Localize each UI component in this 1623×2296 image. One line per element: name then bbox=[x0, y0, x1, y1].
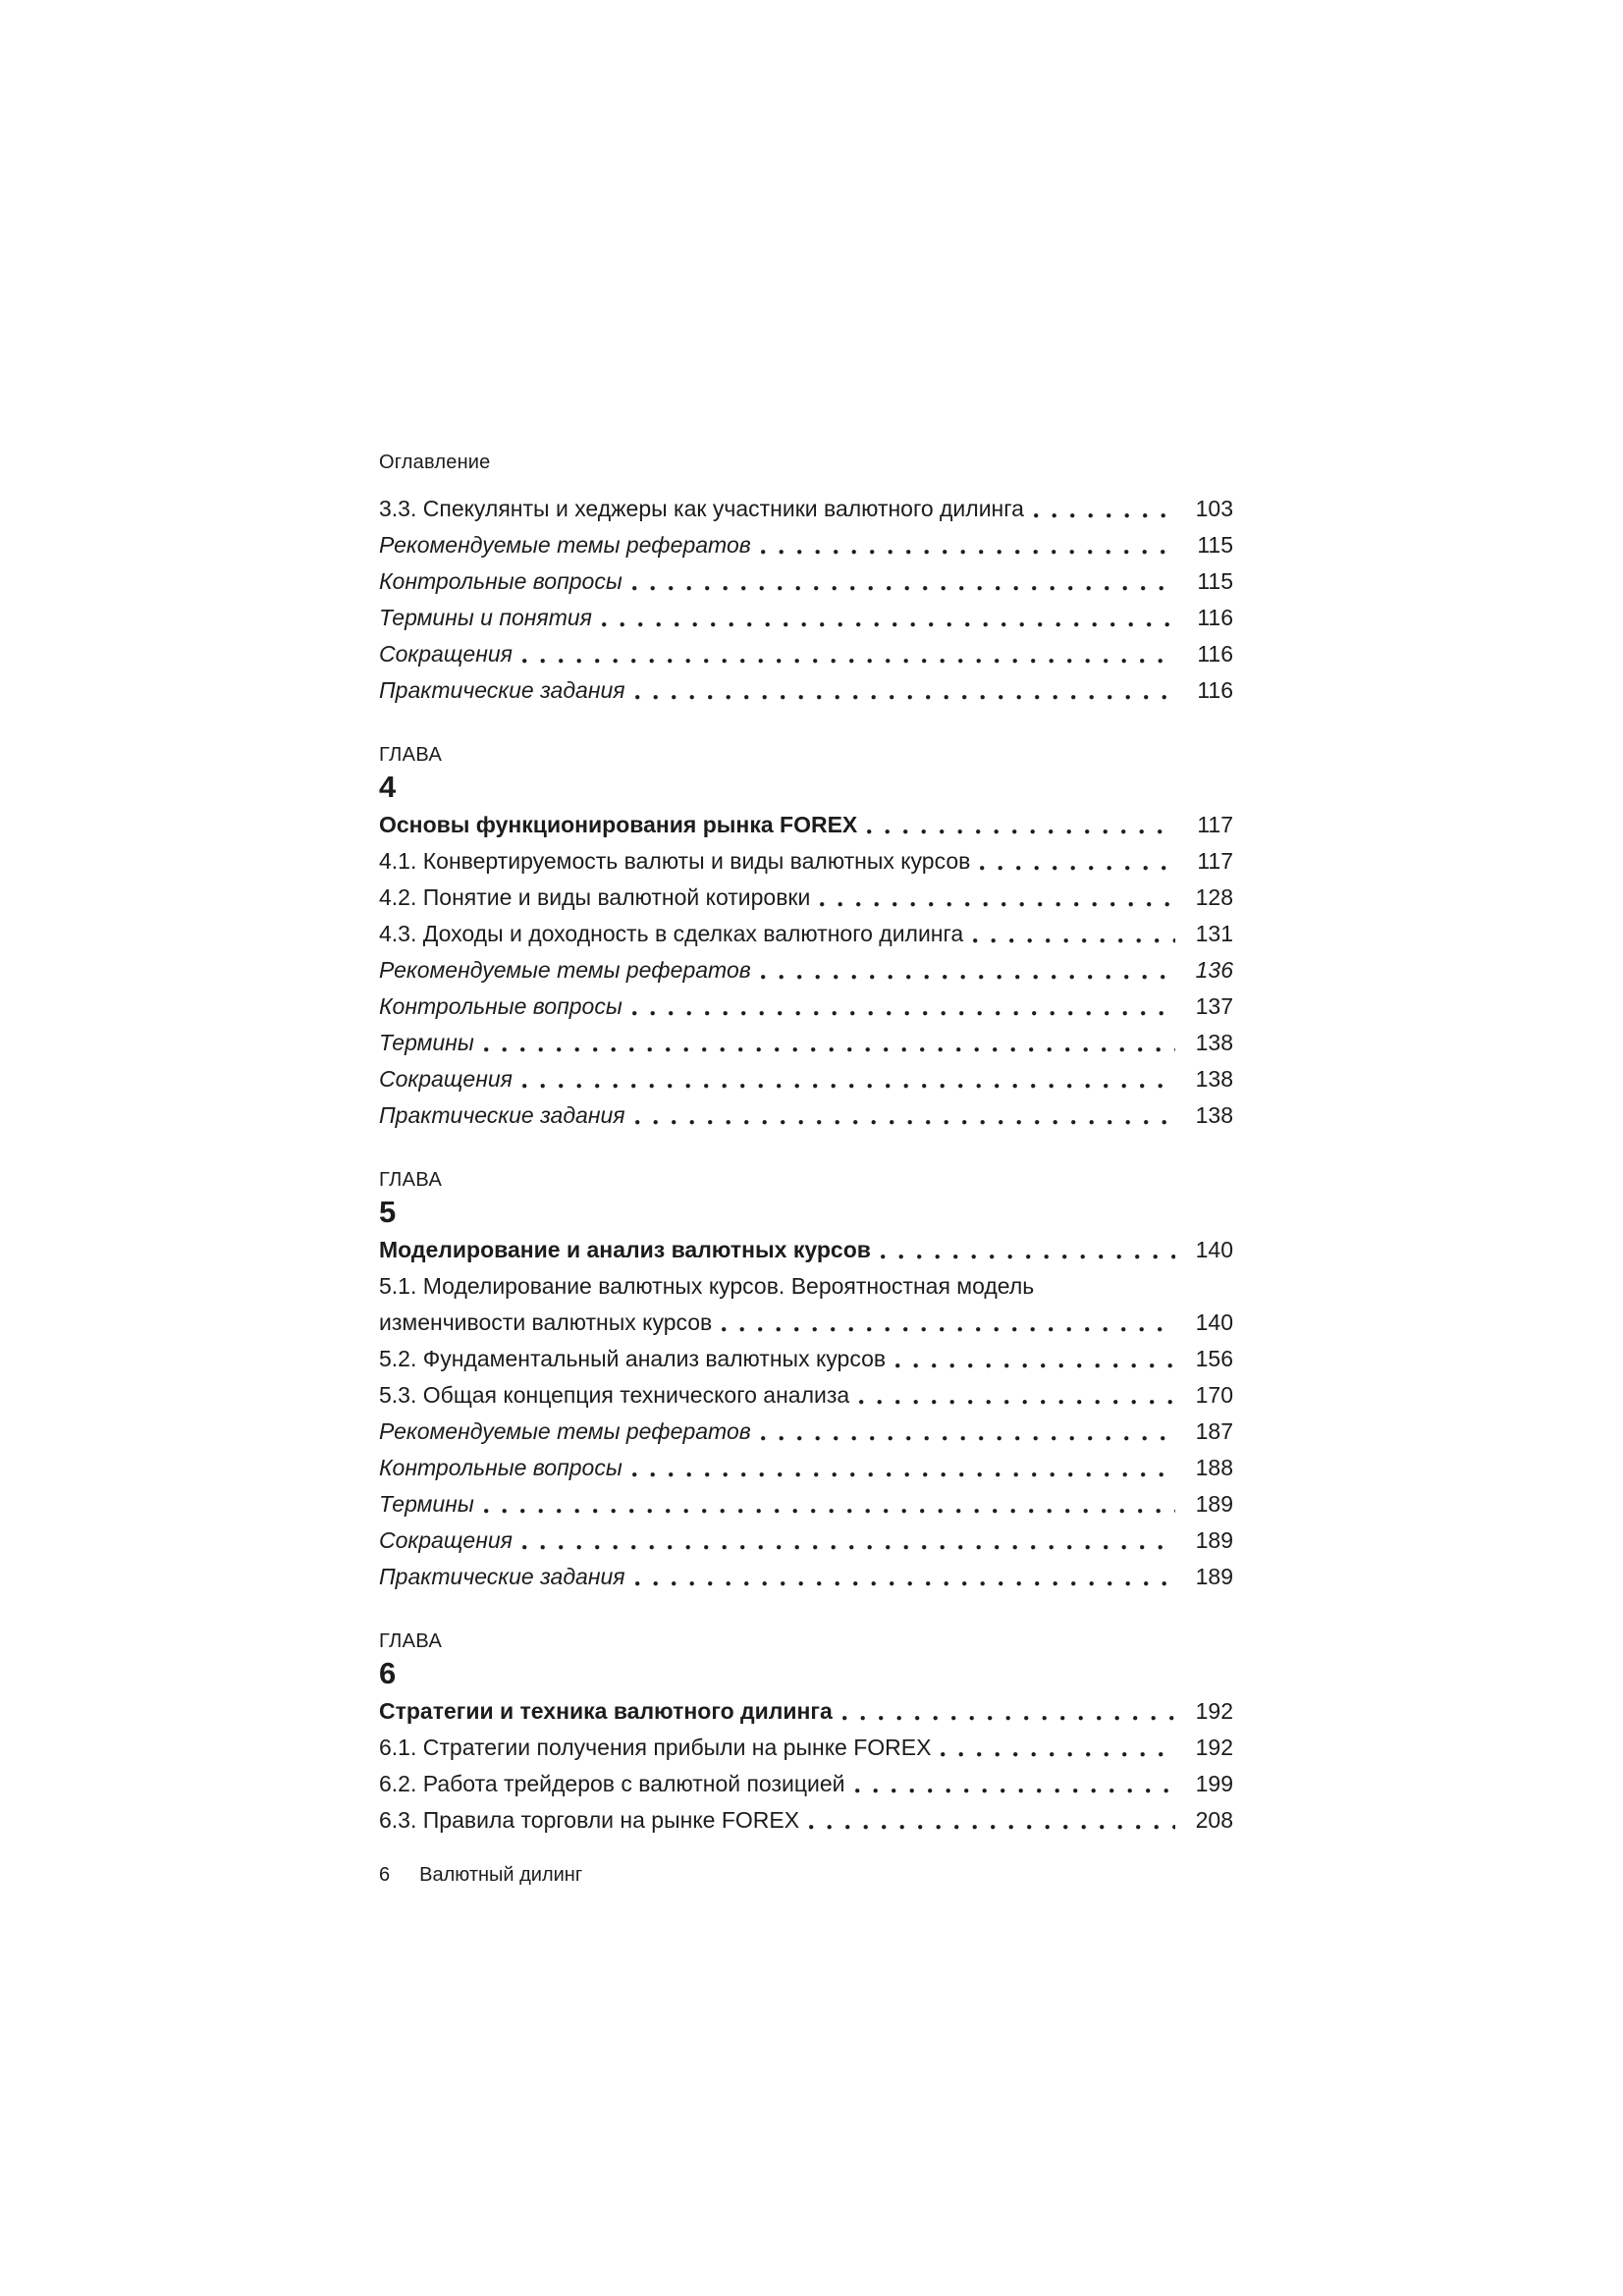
dot-leader bbox=[761, 550, 1175, 555]
dot-leader bbox=[635, 1120, 1175, 1125]
toc-entry-label: Практические задания bbox=[379, 677, 625, 703]
toc-entry bbox=[379, 1450, 1233, 1486]
toc-entry-page-number: 138 bbox=[1195, 1030, 1233, 1055]
toc-entry-label: Рекомендуемые темы рефератов bbox=[379, 532, 751, 558]
dot-leader bbox=[761, 1436, 1175, 1441]
toc-entry bbox=[379, 527, 1233, 563]
toc-entry-label: Контрольные вопросы bbox=[379, 993, 622, 1019]
toc-entry-page-number: 116 bbox=[1197, 677, 1233, 703]
chapter-number: 4 bbox=[379, 770, 397, 804]
dot-leader bbox=[809, 1825, 1175, 1830]
toc-entry-page-number: 140 bbox=[1195, 1237, 1233, 1262]
toc-entry-label: 4.2. Понятие и виды валютной котировки bbox=[379, 884, 811, 910]
dot-leader bbox=[522, 1084, 1175, 1089]
toc-entry-label: Термины bbox=[379, 1030, 474, 1055]
toc-entry-page-number: 189 bbox=[1195, 1564, 1233, 1589]
dot-leader bbox=[632, 1472, 1175, 1477]
toc-entry-page-number: 138 bbox=[1195, 1102, 1233, 1128]
toc-entry-label: Термины и понятия bbox=[379, 605, 592, 630]
toc-entry-label: Термины bbox=[379, 1491, 474, 1517]
page-footer bbox=[379, 1864, 1233, 1887]
toc-entry-label: Рекомендуемые темы рефератов bbox=[379, 957, 751, 983]
toc-entry-page-number: 208 bbox=[1195, 1807, 1233, 1833]
toc-entry-page-number: 137 bbox=[1195, 993, 1233, 1019]
dot-leader bbox=[1034, 513, 1175, 518]
chapter-number: 6 bbox=[379, 1656, 397, 1690]
toc-entry bbox=[379, 672, 1233, 709]
toc-entry-page-number: 131 bbox=[1195, 921, 1233, 946]
toc-entry-page-number: 199 bbox=[1195, 1771, 1233, 1796]
toc-entry-page-number: 136 bbox=[1195, 957, 1233, 983]
toc-entry bbox=[379, 1377, 1233, 1414]
toc-entry-label: 4.1. Конвертируемость валюты и виды валютных курсов bbox=[379, 848, 971, 874]
toc-entry-label: Практические задания bbox=[379, 1564, 625, 1589]
dot-leader bbox=[859, 1400, 1175, 1405]
toc-entry-page-number: 189 bbox=[1195, 1527, 1233, 1553]
toc-entry-page-number: 117 bbox=[1197, 812, 1233, 837]
dot-leader bbox=[761, 975, 1175, 980]
toc-entry-label: Сокращения bbox=[379, 1527, 513, 1553]
chapter-heading bbox=[379, 1167, 1233, 1232]
dot-leader bbox=[820, 902, 1175, 907]
toc-entry-page-number: 138 bbox=[1195, 1066, 1233, 1092]
footer-book-title: Валютный дилинг bbox=[419, 1864, 583, 1886]
toc-entry-label: Рекомендуемые темы рефератов bbox=[379, 1418, 751, 1444]
toc-entry bbox=[379, 1097, 1233, 1134]
chapter-word-label: ГЛАВА bbox=[379, 1630, 443, 1652]
toc-entry bbox=[379, 952, 1233, 988]
toc-entry bbox=[379, 1802, 1233, 1839]
footer-page-number: 6 bbox=[379, 1864, 391, 1886]
toc-entry-label: Сокращения bbox=[379, 641, 513, 667]
toc-entry-label: 5.3. Общая концепция технического анализа bbox=[379, 1382, 850, 1408]
dot-leader bbox=[895, 1363, 1175, 1368]
dot-leader bbox=[941, 1752, 1175, 1757]
toc-entry bbox=[379, 1522, 1233, 1559]
toc-entry bbox=[379, 491, 1233, 527]
dot-leader bbox=[632, 586, 1175, 591]
dot-leader bbox=[980, 866, 1175, 871]
toc-entry bbox=[379, 1025, 1233, 1061]
toc-entry-label: изменчивости валютных курсов bbox=[379, 1309, 713, 1335]
toc-entry-page-number: 103 bbox=[1195, 496, 1233, 521]
toc-entry-page-number: 156 bbox=[1195, 1346, 1233, 1371]
toc-entry-label: Основы функционирования рынка FOREX bbox=[379, 812, 858, 837]
toc-entry-page-number: 192 bbox=[1195, 1698, 1233, 1724]
toc-entry-label: Моделирование и анализ валютных курсов bbox=[379, 1237, 871, 1262]
dot-leader bbox=[867, 829, 1175, 834]
toc-entry-label: Контрольные вопросы bbox=[379, 568, 622, 594]
toc-sections bbox=[379, 491, 1233, 1839]
toc-entry-label: Практические задания bbox=[379, 1102, 625, 1128]
toc-entry bbox=[379, 600, 1233, 636]
toc-entry bbox=[379, 1341, 1233, 1377]
dot-leader bbox=[484, 1047, 1175, 1052]
dot-leader bbox=[635, 1581, 1175, 1586]
toc-entry bbox=[379, 807, 1233, 843]
toc-entry-label: 3.3. Спекулянты и хеджеры как участники валютного дилинга bbox=[379, 496, 1024, 521]
toc-entry bbox=[379, 636, 1233, 672]
toc-entry-label: Сокращения bbox=[379, 1066, 513, 1092]
toc-entry bbox=[379, 880, 1233, 916]
toc-entry-page-number: 115 bbox=[1197, 568, 1233, 594]
toc-entry-label: Стратегии и техника валютного дилинга bbox=[379, 1698, 833, 1724]
chapter-number: 5 bbox=[379, 1195, 397, 1229]
dot-leader bbox=[602, 622, 1175, 627]
dot-leader bbox=[855, 1789, 1175, 1793]
dot-leader bbox=[635, 695, 1175, 700]
toc-entry bbox=[379, 1730, 1233, 1766]
toc-entry-label: 6.1. Стратегии получения прибыли на рынке FOREX bbox=[379, 1735, 932, 1760]
toc-entry bbox=[379, 916, 1233, 952]
chapter-heading bbox=[379, 742, 1233, 807]
toc-entry bbox=[379, 843, 1233, 880]
toc-entry-page-number: 116 bbox=[1197, 641, 1233, 667]
toc-entry-page-number: 187 bbox=[1195, 1418, 1233, 1444]
dot-leader bbox=[522, 659, 1175, 664]
toc-entry-label: 4.3. Доходы и доходность в сделках валютного дилинга bbox=[379, 921, 964, 946]
toc-entry bbox=[379, 1061, 1233, 1097]
dot-leader bbox=[973, 938, 1175, 943]
dot-leader bbox=[632, 1011, 1175, 1016]
toc-entry bbox=[379, 1232, 1233, 1268]
dot-leader bbox=[842, 1716, 1175, 1721]
toc-entry-wrapped-first-line: 5.1. Моделирование валютных курсов. Вероятностная модель bbox=[379, 1273, 1035, 1299]
toc-entry bbox=[379, 1766, 1233, 1802]
toc-entry bbox=[379, 1486, 1233, 1522]
dot-leader bbox=[722, 1327, 1175, 1332]
toc-entry-label: Контрольные вопросы bbox=[379, 1455, 622, 1480]
toc-entry-label: 6.2. Работа трейдеров с валютной позицией bbox=[379, 1771, 845, 1796]
toc-entry-label: 5.2. Фундаментальный анализ валютных курсов bbox=[379, 1346, 887, 1371]
toc-entry-page-number: 170 bbox=[1195, 1382, 1233, 1408]
toc-entry-page-number: 189 bbox=[1195, 1491, 1233, 1517]
chapter-heading bbox=[379, 1629, 1233, 1693]
toc-entry bbox=[379, 1414, 1233, 1450]
chapter-word-label: ГЛАВА bbox=[379, 1169, 443, 1191]
chapter-word-label: ГЛАВА bbox=[379, 744, 443, 766]
dot-leader bbox=[484, 1509, 1175, 1514]
toc-entry-page-number: 192 bbox=[1195, 1735, 1233, 1760]
toc-entry bbox=[379, 1693, 1233, 1730]
toc-entry bbox=[379, 1559, 1233, 1595]
dot-leader bbox=[881, 1255, 1175, 1259]
toc-content bbox=[379, 450, 1233, 1887]
toc-entry-page-number: 128 bbox=[1195, 884, 1233, 910]
toc-entry-label: 6.3. Правила торговли на рынке FOREX bbox=[379, 1807, 800, 1833]
toc-entry-page-number: 117 bbox=[1197, 848, 1233, 874]
toc-entry-page-number: 140 bbox=[1195, 1309, 1233, 1335]
dot-leader bbox=[522, 1545, 1175, 1550]
toc-entry-page-number: 115 bbox=[1197, 532, 1233, 558]
toc-entry bbox=[379, 988, 1233, 1025]
toc-entry bbox=[379, 563, 1233, 600]
toc-entry-page-number: 188 bbox=[1195, 1455, 1233, 1480]
toc-entry-page-number: 116 bbox=[1197, 605, 1233, 630]
page-title: Оглавление bbox=[379, 452, 491, 473]
toc-entry bbox=[379, 1305, 1233, 1341]
